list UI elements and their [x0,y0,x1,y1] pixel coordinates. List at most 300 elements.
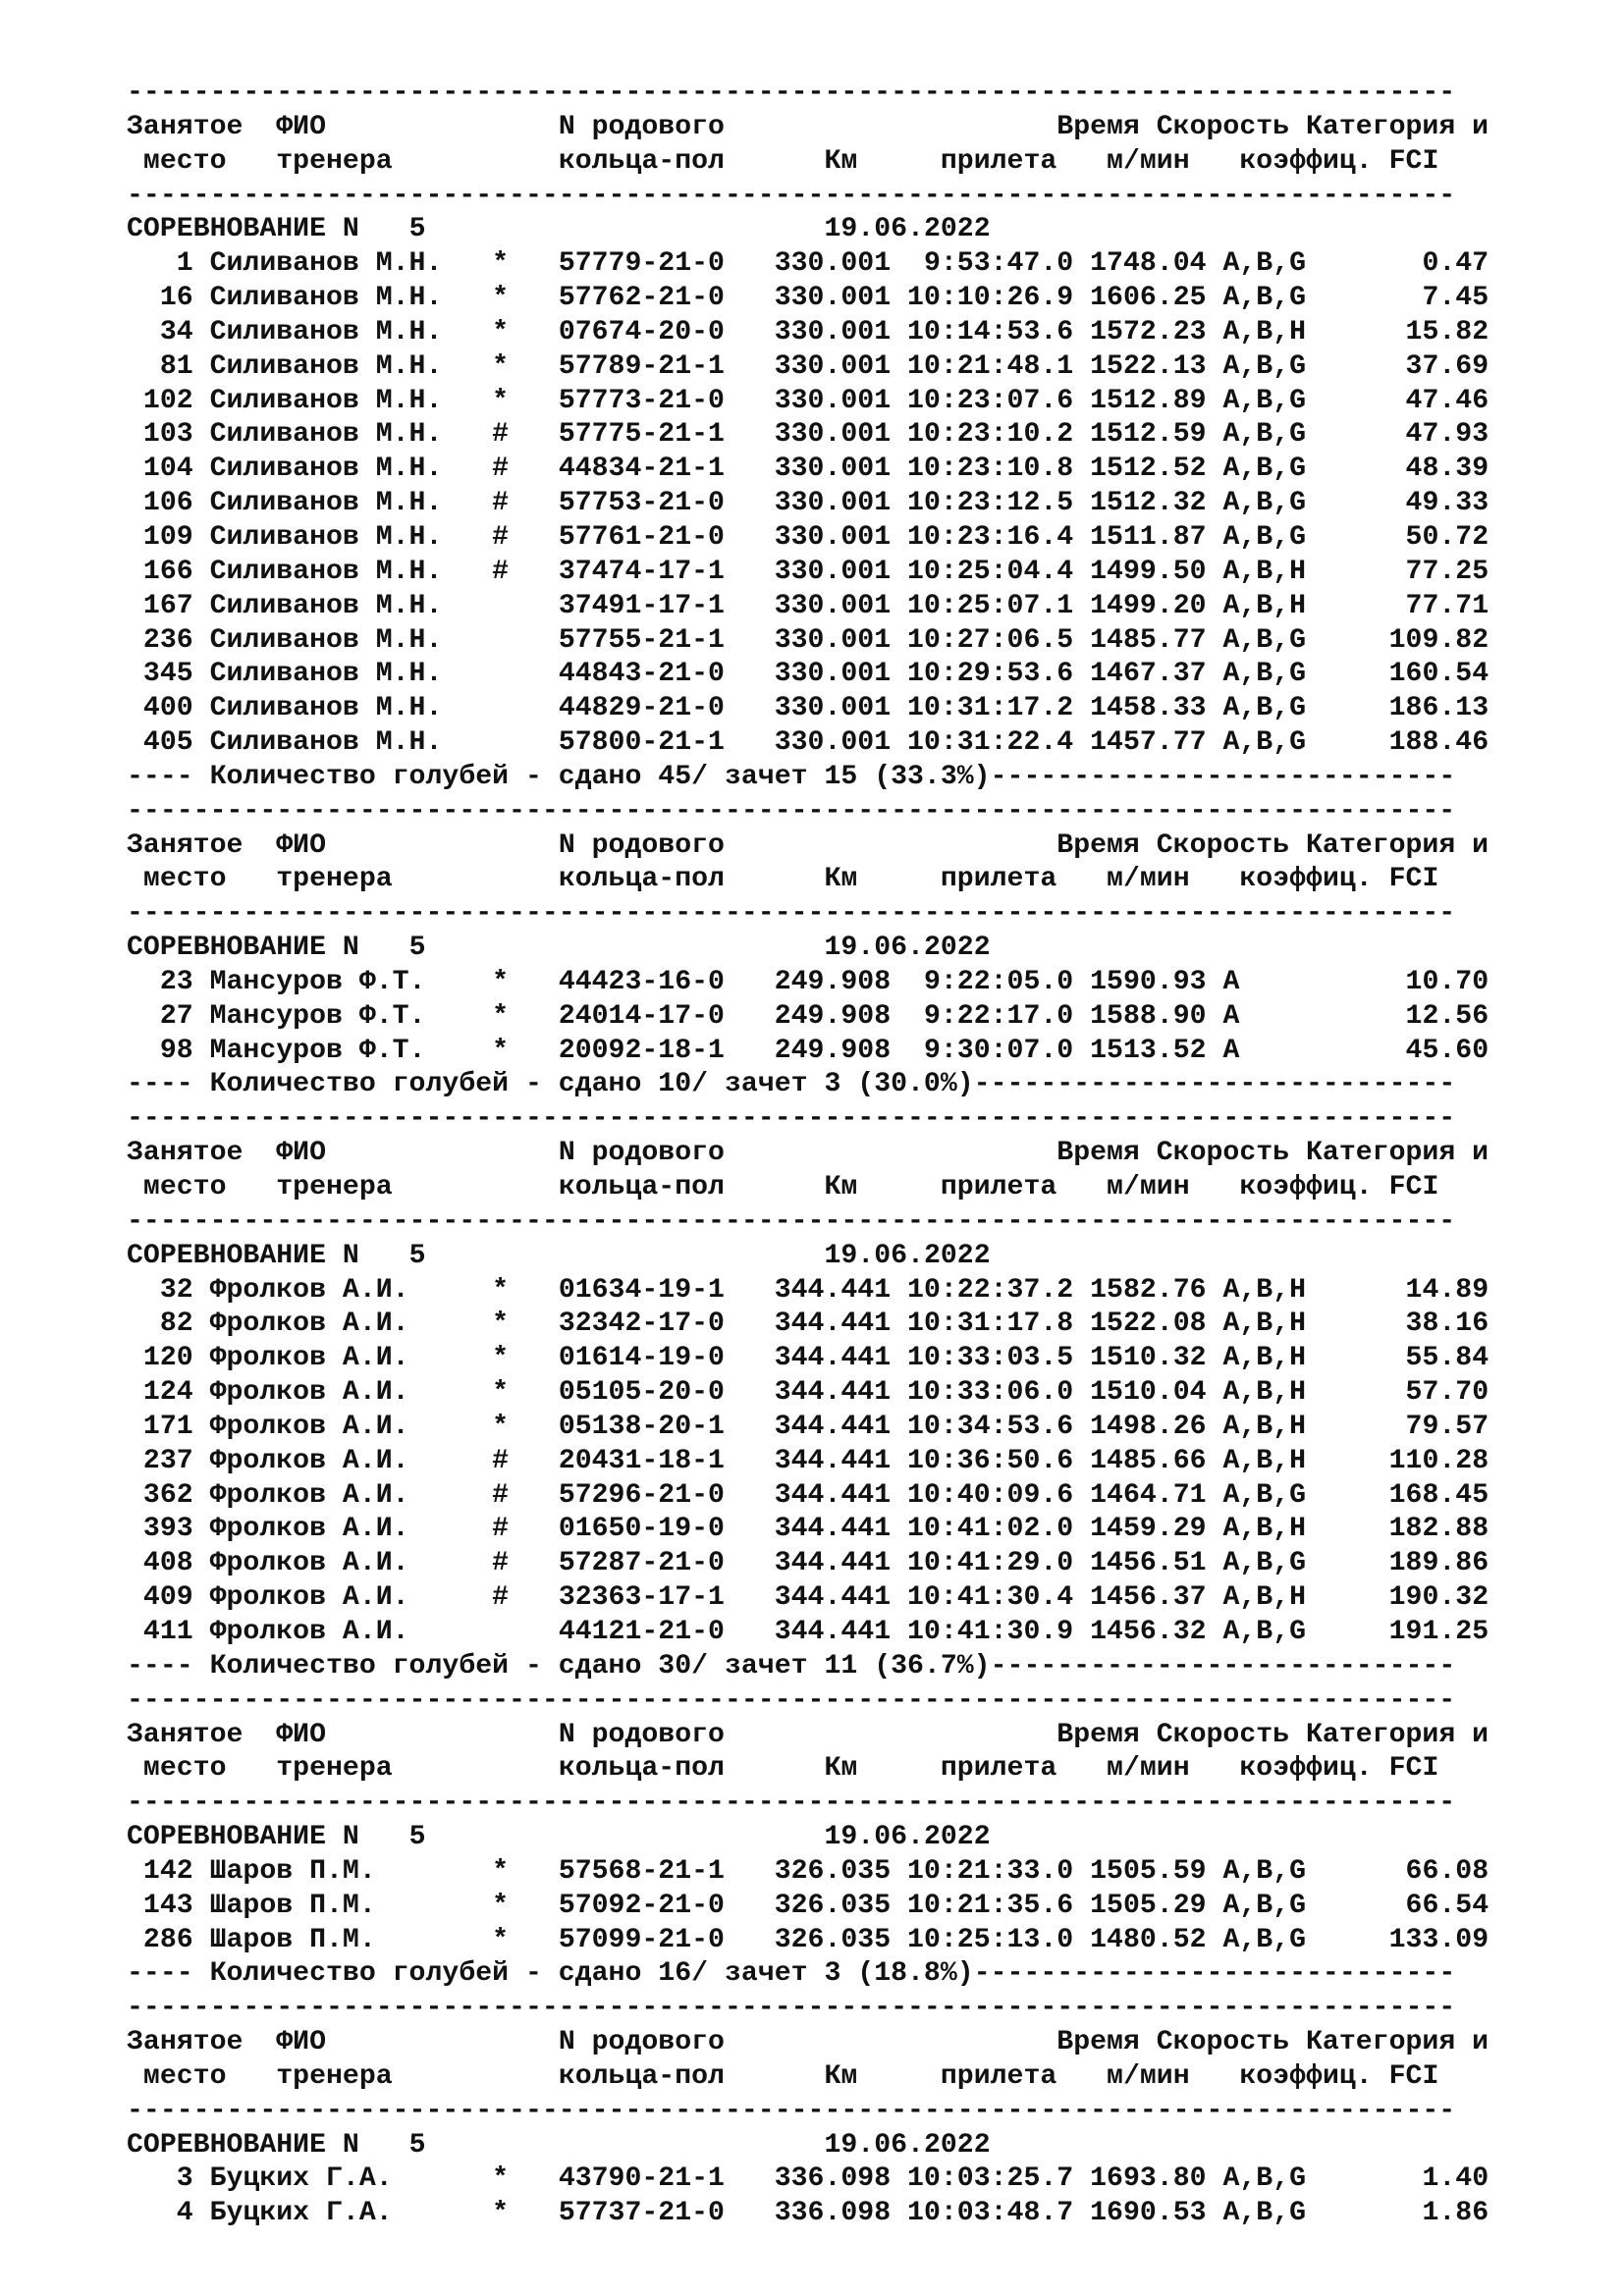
category: A,B,G [1222,2198,1323,2229]
ring-number: 20092-18-1 [558,1035,775,1066]
category: A,B,G [1222,2163,1323,2195]
header-name: ФИО [276,2027,559,2058]
trainer-name: Силиванов М.Н. [209,693,493,724]
header-category: коэффиц. FCI [1239,145,1439,177]
mark [492,727,559,758]
header-km: Км [824,2060,941,2092]
column-header-line-2 [127,1752,1599,1787]
ring-number: 32342-17-0 [558,1308,775,1340]
summary-text: Количество голубей - сдано 30/ зачет 11 (36.7%) [209,1650,991,1682]
header-ring: кольца-пол [558,1172,825,1202]
fci-coefficient: 57.70 [1322,1377,1489,1409]
category: A,B,H [1222,1582,1323,1614]
competition-line [127,1821,1599,1855]
separator-line: -------------------------------------------------------------------------------- [127,898,1456,930]
trainer-name: Силиванов М.Н. [209,521,493,553]
fci-coefficient: 38.16 [1322,1308,1489,1340]
distance-km: 344.441 [774,1377,908,1409]
place: 286 [127,1924,210,1955]
result-row [127,692,1599,726]
arrival-time: 10:23:07.6 [907,385,1091,416]
fci-coefficient: 182.88 [1322,1514,1489,1545]
result-row [127,385,1599,419]
fci-coefficient: 49.33 [1322,488,1489,519]
summary-line [127,1650,1599,1684]
summary-text: Количество голубей - сдано 10/ зачет 3 (30.0%) [209,1069,974,1100]
header-category: коэффиц. FCI [1239,864,1439,895]
distance-km: 344.441 [774,1343,908,1374]
result-row [127,521,1599,556]
competition-date: 19.06.2022 [824,933,991,964]
place: 106 [127,488,210,519]
header-km: Км [824,145,941,177]
header-category: Категория и [1306,1138,1489,1169]
competition-number: 5 [358,1822,426,1853]
arrival-time: 10:41:30.4 [907,1582,1091,1614]
trainer-name: Мансуров Ф.Т. [209,966,493,997]
place: 409 [127,1582,210,1614]
trainer-name: Силиванов М.Н. [209,385,493,416]
mark: * [492,1274,559,1306]
mark: # [492,521,559,553]
result-row [127,418,1599,453]
results-section [127,1102,1599,1683]
competition-number: 5 [358,933,426,964]
trainer-name: Силиванов М.Н. [209,659,493,690]
summary-text: Количество голубей - сдано 16/ зачет 3 (18.8%) [209,1958,974,1990]
place: 3 [127,2163,210,2195]
header-km: Км [824,1753,941,1785]
ring-number: 01634-19-1 [558,1274,775,1306]
category: A,B,G [1222,488,1323,519]
ring-number: 44834-21-1 [558,454,775,485]
trainer-name: Мансуров Ф.Т. [209,1035,493,1066]
separator-line: -------------------------------------------------------------------------------- [127,180,1456,211]
category: A,B,H [1222,1411,1323,1442]
arrival-time: 10:23:10.8 [907,454,1091,485]
fci-coefficient: 109.82 [1322,624,1489,656]
speed: 1748.04 [1090,248,1223,280]
place: 27 [127,1000,210,1032]
ring-number: 01614-19-0 [558,1343,775,1374]
trainer-name: Шаров П.М. [209,1890,493,1921]
arrival-time: 10:33:06.0 [907,1377,1091,1409]
result-row [127,1924,1599,1958]
fci-coefficient: 7.45 [1322,283,1489,314]
mark: * [492,248,559,280]
arrival-time: 10:41:02.0 [907,1514,1091,1545]
fci-coefficient: 48.39 [1322,454,1489,485]
ring-number: 57800-21-1 [558,727,775,759]
speed: 1512.32 [1090,488,1223,519]
mark: # [492,419,559,451]
header-name: ФИО [276,829,559,861]
undefined: ---- [127,1650,210,1682]
trainer-name: Силиванов М.Н. [209,590,493,621]
ring-number: 44843-21-0 [558,659,775,690]
arrival-time: 10:36:50.6 [907,1445,1091,1476]
speed: 1606.25 [1090,283,1223,314]
mark: * [492,1308,559,1340]
distance-km: 330.001 [774,590,908,621]
place: 81 [127,350,210,382]
mark [492,693,559,723]
competition-line [127,2129,1599,2163]
place: 104 [127,454,210,485]
place: 102 [127,385,210,416]
header-place: Занятое [127,2027,277,2058]
summary-text: Количество голубей - сдано 45/ зачет 15 (33.3%) [209,761,991,792]
competition-label: СОРЕВНОВАНИЕ N [127,214,359,245]
category: A,B,G [1222,1855,1323,1887]
header-ring: кольца-пол [558,864,825,895]
header-ring: N родового [558,2027,957,2058]
separator-line: -------------------------------------------------------------------------------- [127,1103,1456,1135]
ring-number: 37491-17-1 [558,590,775,621]
undefined: ----------------------------- [973,1958,1456,1990]
fci-coefficient: 168.45 [1322,1479,1489,1511]
result-row [127,247,1599,282]
header-place: место [127,145,277,177]
place: 1 [127,248,210,280]
speed: 1458.33 [1090,693,1223,724]
header-speed: м/мин [1107,1172,1240,1202]
distance-km: 344.441 [774,1274,908,1306]
mark: * [492,1924,559,1955]
trainer-name: Фролков А.И. [209,1445,493,1476]
header-time: Время [956,829,1157,861]
category: A,B,H [1222,316,1323,347]
mark: * [492,283,559,314]
header-name: тренера [276,2060,559,2092]
trainer-name: Силиванов М.Н. [209,556,493,587]
category: A,B,H [1222,556,1323,587]
mark: * [492,2163,559,2195]
result-row [127,1513,1599,1547]
category: A,B,G [1222,659,1323,690]
trainer-name: Силиванов М.Н. [209,283,493,314]
category: A,B,H [1222,1445,1323,1476]
fci-coefficient: 1.40 [1322,2163,1489,2195]
undefined: ---------------------------- [990,1650,1456,1682]
ring-number: 57287-21-0 [558,1548,775,1579]
result-row [127,1000,1599,1035]
distance-km: 330.001 [774,488,908,519]
speed: 1459.29 [1090,1514,1223,1545]
header-category: коэффиц. FCI [1239,2060,1439,2092]
arrival-time: 9:22:05.0 [907,966,1091,997]
mark: # [492,1479,559,1511]
speed: 1485.77 [1090,624,1223,656]
trainer-name: Фролков А.И. [209,1274,493,1306]
category: A,B,H [1222,1377,1323,1409]
distance-km: 330.001 [774,556,908,587]
result-row [127,1890,1599,1924]
place: 82 [127,1308,210,1340]
arrival-time: 9:30:07.0 [907,1035,1091,1066]
column-header-line-1 [127,1137,1599,1171]
header-time: прилета [940,1172,1108,1202]
distance-km: 330.001 [774,659,908,690]
place: 23 [127,966,210,997]
mark [492,625,559,656]
ring-number: 44423-16-0 [558,966,775,997]
result-row [127,556,1599,590]
speed: 1582.76 [1090,1274,1223,1306]
result-row [127,1342,1599,1376]
ring-number: 57568-21-1 [558,1855,775,1887]
header-place: Занятое [127,1719,277,1750]
distance-km: 249.908 [774,1000,908,1032]
category: A,B,G [1222,350,1323,382]
fci-coefficient: 110.28 [1322,1445,1489,1476]
speed: 1480.52 [1090,1924,1223,1955]
column-header-line-2 [127,1171,1599,1205]
trainer-name: Буцких Г.А. [209,2163,493,2195]
mark [492,591,559,621]
arrival-time: 10:40:09.6 [907,1479,1091,1511]
place: 32 [127,1274,210,1306]
place: 109 [127,521,210,553]
competition-date: 19.06.2022 [824,2129,991,2161]
undefined [426,2130,825,2161]
competition-label: СОРЕВНОВАНИЕ N [127,933,359,964]
header-ring: N родового [558,1719,957,1750]
fci-coefficient: 79.57 [1322,1411,1489,1442]
arrival-time: 10:27:06.5 [907,624,1091,656]
speed: 1505.29 [1090,1890,1223,1921]
header-place: место [127,1753,277,1785]
header-name: тренера [276,1753,559,1785]
competition-line [127,1240,1599,1274]
distance-km: 344.441 [774,1582,908,1614]
mark: # [492,1445,559,1476]
arrival-time: 10:23:12.5 [907,488,1091,519]
result-row [127,2163,1599,2197]
header-ring: N родового [558,1138,957,1169]
distance-km: 330.001 [774,419,908,451]
category: A [1222,1035,1323,1066]
ring-number: 57092-21-0 [558,1890,775,1921]
trainer-name: Силиванов М.Н. [209,248,493,280]
speed: 1457.77 [1090,727,1223,759]
place: 236 [127,624,210,656]
ring-number: 57789-21-1 [558,350,775,382]
place: 16 [127,283,210,314]
trainer-name: Силиванов М.Н. [209,488,493,519]
ring-number: 43790-21-1 [558,2163,775,2195]
place: 124 [127,1377,210,1409]
speed: 1498.26 [1090,1411,1223,1442]
category: A,B,G [1222,693,1323,724]
mark: * [492,1377,559,1409]
category: A,B,G [1222,385,1323,416]
distance-km: 330.001 [774,454,908,485]
header-time: Время [956,2027,1157,2058]
mark: # [492,1582,559,1614]
fci-coefficient: 47.46 [1322,385,1489,416]
result-row [127,282,1599,316]
undefined [426,1241,825,1271]
result-row [127,1376,1599,1411]
competition-number: 5 [358,1240,426,1271]
result-row [127,350,1599,385]
undefined: ---- [127,761,210,792]
undefined [426,214,825,244]
ring-number: 05105-20-0 [558,1377,775,1409]
mark [492,659,559,689]
result-row [127,2197,1599,2231]
fci-coefficient: 55.84 [1322,1343,1489,1374]
fci-coefficient: 12.56 [1322,1000,1489,1032]
header-place: Занятое [127,1138,277,1169]
result-row [127,1308,1599,1342]
trainer-name: Фролков А.И. [209,1411,493,1442]
mark: * [492,1343,559,1374]
speed: 1485.66 [1090,1445,1223,1476]
fci-coefficient: 186.13 [1322,693,1489,724]
result-row [127,1411,1599,1445]
header-speed: м/мин [1107,1753,1240,1785]
category: A,B,G [1222,1924,1323,1955]
speed: 1522.08 [1090,1308,1223,1340]
arrival-time: 10:25:07.1 [907,590,1091,621]
place: 142 [127,1855,210,1887]
results-section [127,77,1599,795]
results-section [127,795,1599,1103]
place: 345 [127,659,210,690]
result-row [127,1547,1599,1581]
place: 167 [127,590,210,621]
trainer-name: Силиванов М.Н. [209,727,493,759]
result-row [127,1855,1599,1890]
distance-km: 330.001 [774,727,908,759]
distance-km: 330.001 [774,624,908,656]
distance-km: 344.441 [774,1411,908,1442]
arrival-time: 10:03:48.7 [907,2198,1091,2229]
speed: 1512.52 [1090,454,1223,485]
arrival-time: 10:14:53.6 [907,316,1091,347]
place: 4 [127,2198,210,2229]
place: 103 [127,419,210,451]
arrival-time: 10:29:53.6 [907,659,1091,690]
result-row [127,726,1599,761]
arrival-time: 10:03:25.7 [907,2163,1091,2195]
trainer-name: Буцких Г.А. [209,2198,493,2229]
column-header-line-1 [127,829,1599,864]
result-row [127,1479,1599,1514]
column-header-line-2 [127,145,1599,180]
result-row [127,590,1599,624]
place: 405 [127,727,210,759]
category: A,B,G [1222,521,1323,553]
distance-km: 330.001 [774,693,908,724]
separator-line: -------------------------------------------------------------------------------- [127,1684,1456,1716]
competition-label: СОРЕВНОВАНИЕ N [127,2129,359,2161]
place: 408 [127,1548,210,1579]
arrival-time: 10:10:26.9 [907,283,1091,314]
category: A [1222,966,1323,997]
speed: 1693.80 [1090,2163,1223,2195]
result-row [127,624,1599,659]
trainer-name: Фролков А.И. [209,1616,493,1647]
mark: * [492,385,559,416]
separator-line: -------------------------------------------------------------------------------- [127,2095,1456,2126]
distance-km: 344.441 [774,1548,908,1579]
ring-number: 32363-17-1 [558,1582,775,1614]
category: A,B,G [1222,727,1323,759]
arrival-time: 9:53:47.0 [907,248,1091,280]
arrival-time: 10:41:29.0 [907,1548,1091,1579]
fci-coefficient: 0.47 [1322,248,1489,280]
distance-km: 330.001 [774,521,908,553]
header-place: место [127,1172,277,1202]
category: A,B,G [1222,283,1323,314]
arrival-time: 9:22:17.0 [907,1000,1091,1032]
header-category: коэффиц. FCI [1239,1753,1439,1785]
trainer-name: Силиванов М.Н. [209,624,493,656]
header-category: Категория и [1306,1719,1489,1750]
competition-date: 19.06.2022 [824,1240,991,1271]
ring-number: 07674-20-0 [558,316,775,347]
ring-number: 44829-21-0 [558,693,775,724]
fci-coefficient: 191.25 [1322,1616,1489,1647]
ring-number: 20431-18-1 [558,1445,775,1476]
speed: 1456.37 [1090,1582,1223,1614]
separator-line: -------------------------------------------------------------------------------- [127,1993,1456,2024]
place: 237 [127,1445,210,1476]
header-speed: Скорость [1156,111,1307,142]
place: 411 [127,1616,210,1647]
header-speed: Скорость [1156,1138,1307,1169]
trainer-name: Шаров П.М. [209,1924,493,1955]
fci-coefficient: 45.60 [1322,1035,1489,1066]
place: 362 [127,1479,210,1511]
arrival-time: 10:25:04.4 [907,556,1091,587]
distance-km: 326.035 [774,1924,908,1955]
speed: 1512.89 [1090,385,1223,416]
mark: # [492,556,559,587]
report-page [127,77,1599,2231]
arrival-time: 10:23:16.4 [907,521,1091,553]
ring-number: 24014-17-0 [558,1000,775,1032]
ring-number: 01650-19-0 [558,1514,775,1545]
speed: 1456.51 [1090,1548,1223,1579]
place: 120 [127,1343,210,1374]
category: A,B,H [1222,1514,1323,1545]
ring-number: 57775-21-1 [558,419,775,451]
distance-km: 249.908 [774,1035,908,1066]
ring-number: 57761-21-0 [558,521,775,553]
distance-km: 330.001 [774,385,908,416]
undefined: ---- [127,1069,210,1100]
speed: 1511.87 [1090,521,1223,553]
header-name: ФИО [276,111,559,142]
ring-number: 57737-21-0 [558,2198,775,2229]
header-place: Занятое [127,111,277,142]
header-speed: м/мин [1107,864,1240,895]
header-category: Категория и [1306,2027,1489,2058]
speed: 1522.13 [1090,350,1223,382]
fci-coefficient: 66.08 [1322,1855,1489,1887]
column-header-line-1 [127,2026,1599,2060]
trainer-name: Фролков А.И. [209,1582,493,1614]
arrival-time: 10:22:37.2 [907,1274,1091,1306]
category: A,B,H [1222,1274,1323,1306]
arrival-time: 10:31:22.4 [907,727,1091,759]
summary-line [127,1957,1599,1992]
undefined [426,933,825,963]
